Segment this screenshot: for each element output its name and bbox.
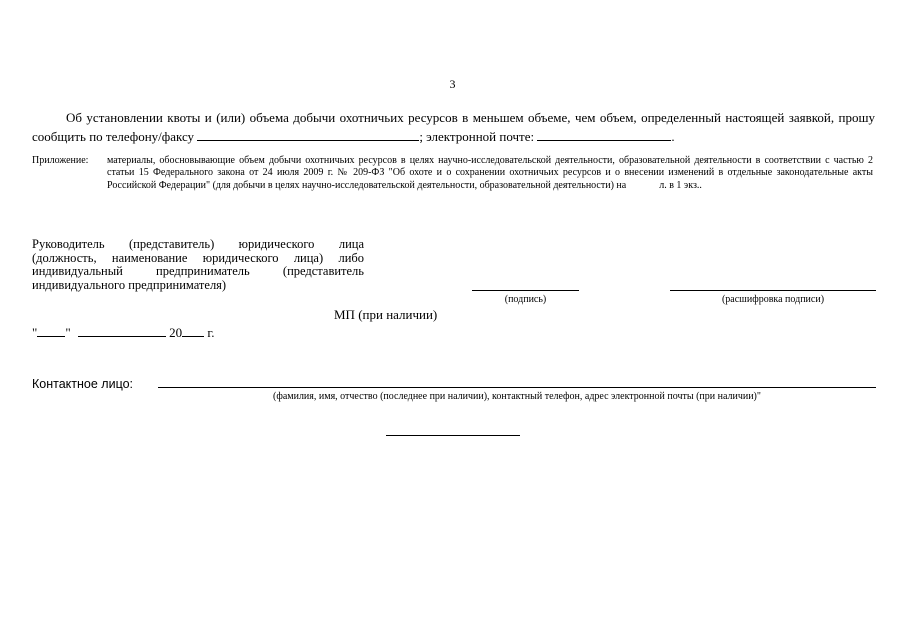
email-prefix: ; электронной почте:	[419, 129, 535, 144]
appendix-body: материалы, обосновывающие объем добычи охотничьих ресурсов в целях научно-исследовательской деятельности, образовательной деятельности в соответствии с частью 2 статьи 15 Федерального закона от 24 июля 2009 г. № 209-ФЗ "Об охоте и о сохранении охотничьих ресурсов и о внесении изменений в отдельные законодательные акты Российской Федерации" (для добычи в целях научно-исследовательской деятельности, образовательной деятельности) на	[107, 155, 873, 191]
request-paragraph	[32, 108, 875, 146]
phone-fax-blank[interactable]	[197, 128, 419, 141]
appendix-label: Приложение:	[32, 155, 89, 166]
signature-caption: (подпись)	[504, 294, 547, 305]
year-suffix: г.	[207, 325, 215, 340]
signature-decoding-line[interactable]	[670, 290, 876, 291]
date-open-quote: "	[32, 325, 38, 340]
request-text: Об установлении квоты и (или) объема добычи охотничьих ресурсов в меньшем объеме, чем объем, определенный настоящей заявкой, прошу сообщить по телефону/факсу	[32, 110, 875, 144]
contact-caption: (фамилия, имя, отчество (последнее при наличии), контактный телефон, адрес электронной почты (при наличии)"	[273, 391, 761, 402]
signature-decoding-caption: (расшифровка подписи)	[721, 294, 825, 305]
contact-line[interactable]	[158, 387, 876, 388]
appendix-sheets-suffix: л. в 1 экз..	[659, 180, 702, 191]
contact-label: Контактное лицо:	[32, 377, 134, 391]
year-blank[interactable]	[182, 324, 204, 337]
sheets-count-blank[interactable]	[629, 179, 657, 188]
email-blank[interactable]	[537, 128, 671, 141]
closing-rule	[386, 435, 520, 436]
stamp-place: МП (при наличии)	[334, 307, 438, 322]
head-position-text: Руководитель (представитель) юридического лица (должность, наименование юридического лица) либо индивидуальный предприниматель (представитель индивидуального предпринимателя)	[32, 237, 364, 292]
signature-line[interactable]	[472, 290, 579, 291]
year-prefix: 20	[169, 325, 183, 340]
appendix-text	[107, 155, 873, 192]
page-number: 3	[449, 77, 456, 91]
day-blank[interactable]	[37, 324, 65, 337]
month-blank[interactable]	[78, 324, 166, 337]
date-close-quote: "	[65, 325, 71, 340]
end-mark: .	[671, 129, 675, 144]
date-line	[32, 324, 215, 341]
